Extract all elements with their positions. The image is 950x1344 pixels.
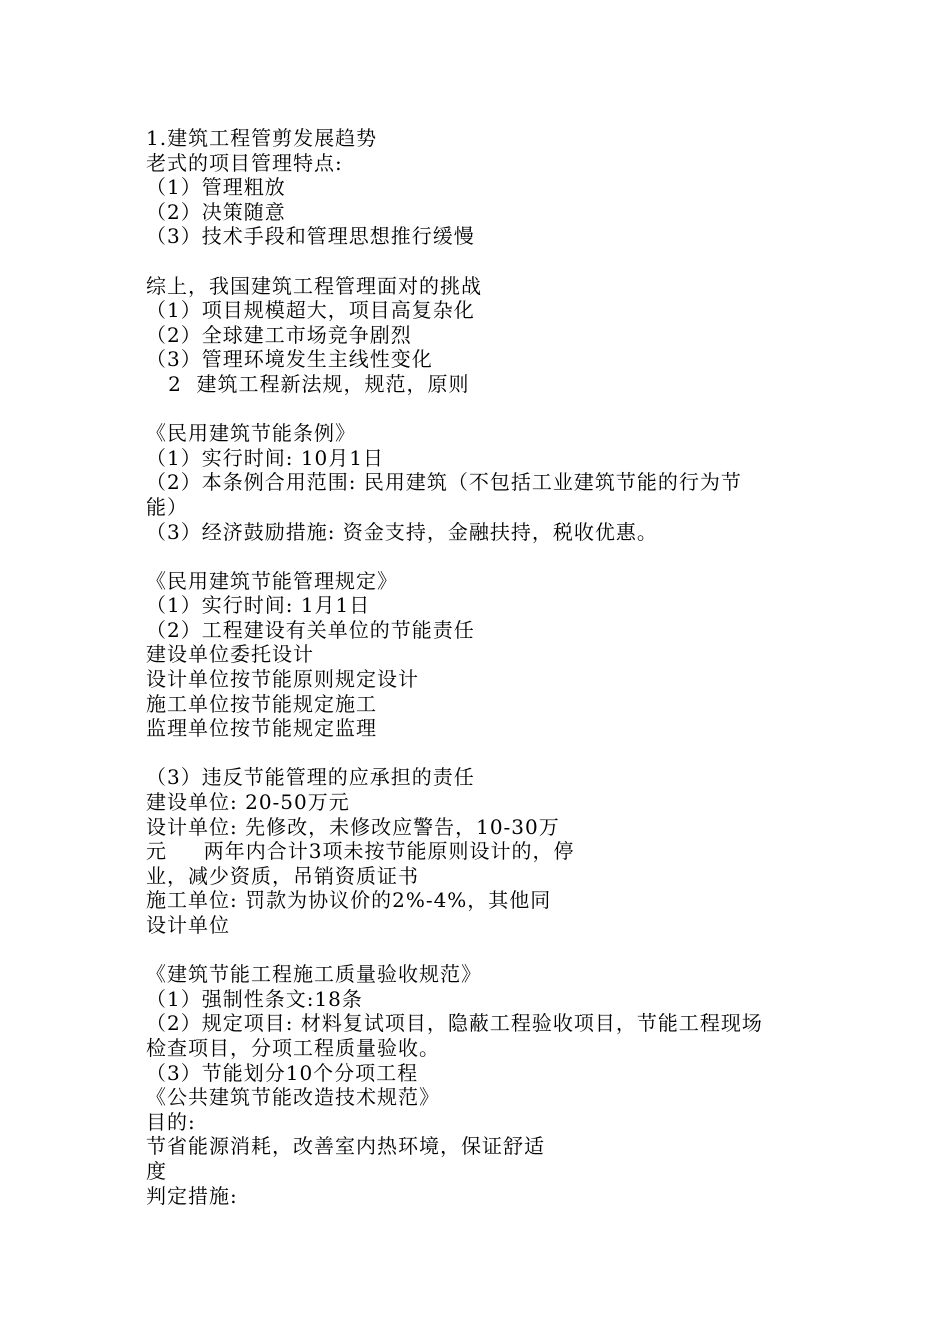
list-item: （2）规定项目: 材料复试项目，隐蔽工程验收项目，节能工程现场 — [146, 1011, 763, 1036]
text-line: 判定措施: — [146, 1183, 238, 1208]
text-line: 检查项目，分项工程质量验收。 — [146, 1035, 440, 1060]
list-item: （2）工程建设有关单位的节能责任 — [146, 617, 475, 642]
text-line: 设计单位按节能原则规定设计 — [146, 667, 419, 692]
blank-line — [146, 397, 826, 422]
regulation-title: 《民用建筑节能条例》 — [146, 421, 356, 446]
list-item: （1）实行时间: 1月1日 — [146, 593, 371, 618]
text-line: 节省能源消耗，改善室内热环境，保证舒适 — [146, 1134, 545, 1159]
list-item: （2）决策随意 — [146, 199, 286, 224]
text-line: 施工单位: 罚款为协议价的2%-4%，其他同 — [146, 888, 552, 913]
text-line: 监理单位按节能规定监理 — [146, 716, 377, 741]
blank-line — [146, 544, 826, 569]
list-item: （3）违反节能管理的应承担的责任 — [146, 765, 475, 790]
text-line: 设计单位 — [146, 913, 230, 937]
list-item: （3）节能划分10个分项工程 — [146, 1060, 419, 1085]
text-line: 施工单位按节能规定施工 — [146, 691, 377, 716]
text-line: 目的: — [146, 1109, 196, 1134]
blank-line — [146, 249, 826, 274]
list-item: （1）强制性条文:18条 — [146, 986, 363, 1011]
text-line: 设计单位: 先修改，未修改应警告，10-30万 — [146, 814, 560, 839]
list-item: （1）实行时间: 10月1日 — [146, 445, 384, 470]
list-item: （3）技术手段和管理思想推行缓慢 — [146, 224, 475, 249]
list-item: （1）项目规模超大，项目高复杂化 — [146, 298, 475, 323]
section-heading: 1.建筑工程管剪发展趋势 — [146, 126, 378, 150]
regulation-title: 《公共建筑节能改造技术规范》 — [146, 1085, 440, 1110]
regulation-title: 《民用建筑节能管理规定》 — [146, 568, 398, 593]
blank-line — [146, 938, 826, 963]
text-line: 建设单位委托设计 — [146, 642, 314, 667]
regulation-title: 《建筑节能工程施工质量验收规范》 — [146, 962, 482, 987]
text-line: 元 两年内合计3项未按节能原则设计的，停 — [146, 839, 575, 864]
list-item: （1）管理粗放 — [146, 175, 286, 200]
document-body — [146, 126, 826, 1208]
text-line: 度 — [146, 1158, 167, 1183]
list-item: （3）管理环境发生主线性变化 — [146, 347, 433, 372]
text-line: 老式的项目管理特点: — [146, 150, 343, 175]
text-line: 业，减少资质，吊销资质证书 — [146, 863, 419, 888]
text-line: 建设单位: 20-50万元 — [146, 790, 350, 815]
list-item: （3）经济鼓励措施: 资金支持，金融扶持，税收优惠。 — [146, 519, 658, 544]
blank-line — [146, 741, 826, 766]
section-heading: 2 建筑工程新法规，规范，原则 — [146, 371, 470, 396]
text-line: 综上，我国建筑工程管理面对的挑战 — [146, 273, 482, 298]
list-item: （2）本条例合用范围: 民用建筑（不包括工业建筑节能的行为节 — [146, 470, 742, 495]
list-item: （2）全球建工市场竞争剧烈 — [146, 322, 412, 347]
text-line: 能） — [146, 494, 188, 519]
